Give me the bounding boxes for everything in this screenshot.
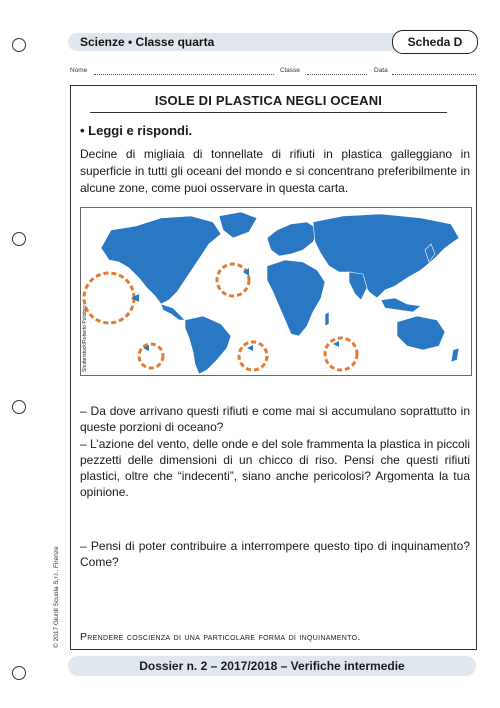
north-atlantic-gyre bbox=[217, 264, 249, 296]
class-field[interactable] bbox=[307, 74, 367, 75]
asia-shape bbox=[313, 214, 459, 298]
map-credit: Shutterstock/Roberto Polidoro bbox=[82, 305, 88, 372]
binder-hole-bottom bbox=[12, 666, 26, 680]
gyre-arrow-icon bbox=[247, 345, 253, 351]
binder-hole-top bbox=[12, 38, 26, 52]
instruction: • Leggi e rispondi. bbox=[80, 123, 193, 138]
gyre-arrow-icon bbox=[333, 341, 339, 347]
australia-shape bbox=[397, 316, 445, 350]
indian-ocean-gyre bbox=[325, 338, 357, 370]
binder-hole-lower bbox=[12, 400, 26, 414]
greenland-shape bbox=[219, 212, 257, 238]
south-america-shape bbox=[185, 316, 231, 374]
intro-paragraph: Decine di migliaia di tonnellate di rifiuti in plastica galleggiano in superficie in tutti gli oceani del mondo e si concentrano preferibilmente in alcune zone, come puoi osservare in questa carta. bbox=[80, 147, 470, 195]
sheet-badge: Scheda D bbox=[392, 30, 478, 54]
page-title: ISOLE DI PLASTICA NEGLI OCEANI bbox=[90, 90, 447, 113]
footer-bar: Dossier n. 2 – 2017/2018 – Verifiche intermedie bbox=[68, 656, 476, 676]
question-2: – L’azione del vento, delle onde e del sole frammenta la plastica in piccoli pezzetti delle dimensioni di un chicco di riso. Pensi che questi rifiuti plastici, oltre che “indecenti”, siano anche pericolosi? Argomenta la tua opinione. bbox=[80, 437, 470, 499]
header-subject: Scienze • Classe quarta bbox=[80, 35, 215, 49]
south-pacific-gyre bbox=[139, 344, 163, 368]
learning-goal: Prendere coscienza di una particolare forma di inquinamento. bbox=[80, 631, 361, 643]
africa-shape bbox=[267, 260, 325, 336]
question-1: – Da dove arrivano questi rifiuti e come mai si accumulano soprattutto in queste porzioni di oceano? bbox=[80, 404, 470, 434]
central-america-shape bbox=[161, 304, 185, 320]
binder-hole-upper bbox=[12, 232, 26, 246]
copyright-note: © 2017 Giunti Scuola S.r.l., Firenze bbox=[53, 546, 60, 648]
date-field[interactable] bbox=[392, 74, 476, 75]
new-zealand-shape bbox=[451, 348, 459, 362]
north-america-shape bbox=[101, 216, 221, 304]
date-label: Data bbox=[374, 67, 388, 74]
question-3: – Pensi di poter contribuire a interrompere questo tipo di inquinamento? Come? bbox=[80, 539, 470, 569]
madagascar-shape bbox=[325, 312, 329, 326]
name-field[interactable] bbox=[94, 74, 274, 75]
world-map-graphic bbox=[81, 208, 471, 375]
name-label: Nome bbox=[70, 67, 88, 74]
north-pacific-gyre bbox=[84, 273, 134, 323]
world-map bbox=[80, 207, 472, 376]
indonesia-shape bbox=[381, 298, 421, 312]
class-label: Classe bbox=[280, 67, 300, 74]
europe-shape bbox=[267, 222, 319, 256]
